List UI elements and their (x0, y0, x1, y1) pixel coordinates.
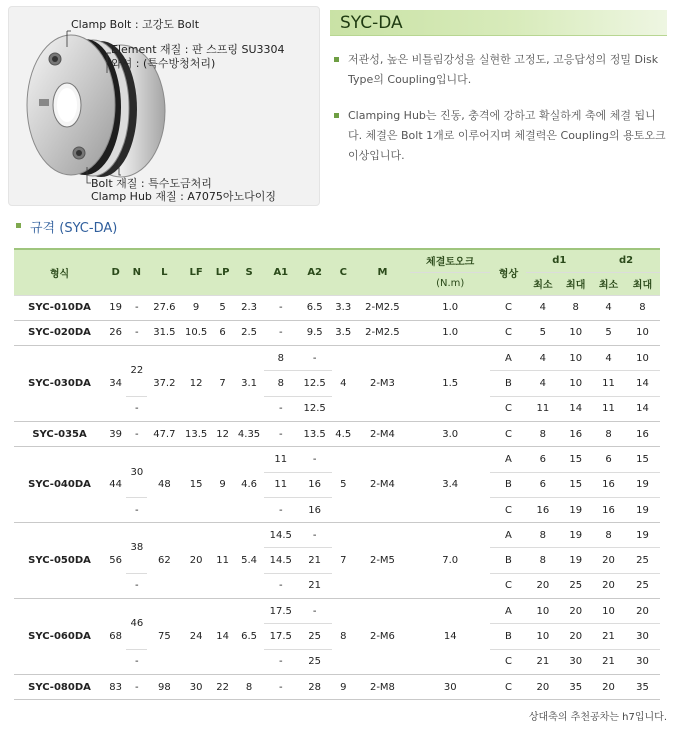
d-cell: 56 (105, 523, 126, 599)
shape-cell: C (490, 421, 526, 446)
n-cell: - (126, 573, 147, 598)
d1-min-cell: 5 (526, 320, 559, 345)
d2-min-cell: 4 (592, 346, 625, 371)
header-model: 형식 (14, 249, 105, 295)
header-d1-min: 최소 (526, 272, 559, 295)
d2-max-cell: 19 (625, 497, 660, 522)
a2-cell: 25 (298, 649, 332, 674)
model-cell: SYC-035A (14, 421, 105, 446)
m-cell: 2-M2.5 (355, 295, 410, 320)
d1-min-cell: 6 (526, 447, 559, 472)
d2-min-cell: 16 (592, 497, 625, 522)
d2-min-cell: 20 (592, 548, 625, 573)
d2-max-cell: 25 (625, 573, 660, 598)
d2-max-cell: 8 (625, 295, 660, 320)
d1-max-cell: 14 (559, 396, 592, 421)
header-a1: A1 (264, 249, 298, 295)
header-shape: 형상 (490, 249, 526, 295)
n-cell: 30 (126, 447, 147, 498)
description-text: 저관성, 높은 비틀림강성을 실현한 고정도, 고응답성의 정밀 Disk Type의 Coupling입니다. (348, 53, 659, 86)
a2-cell: 13.5 (298, 421, 332, 446)
l-cell: 31.5 (147, 320, 181, 345)
bullet-icon (16, 223, 21, 228)
n-cell: - (126, 497, 147, 522)
d1-max-cell: 8 (559, 295, 592, 320)
spec-table-body (14, 295, 660, 700)
torque-cell: 3.4 (410, 447, 490, 523)
a1-cell: - (264, 497, 298, 522)
d1-min-cell: 8 (526, 421, 559, 446)
m-cell: 2-M4 (355, 421, 410, 446)
shape-cell: A (490, 447, 526, 472)
s-cell: 3.1 (234, 346, 264, 422)
l-cell: 48 (147, 447, 181, 523)
a1-cell: 11 (264, 447, 298, 472)
table-row (14, 523, 660, 548)
a2-cell: 12.5 (298, 396, 332, 421)
s-cell: 4.6 (234, 447, 264, 523)
lp-cell: 7 (211, 346, 234, 422)
a2-cell: 12.5 (298, 371, 332, 396)
table-row (14, 295, 660, 320)
a1-cell: 14.5 (264, 523, 298, 548)
l-cell: 62 (147, 523, 181, 599)
n-cell: - (126, 649, 147, 674)
header-n: N (126, 249, 147, 295)
d2-max-cell: 30 (625, 649, 660, 674)
model-cell: SYC-040DA (14, 447, 105, 523)
shape-cell: A (490, 599, 526, 624)
shape-cell: B (490, 624, 526, 649)
d1-min-cell: 16 (526, 497, 559, 522)
shape-cell: B (490, 472, 526, 497)
d1-min-cell: 11 (526, 396, 559, 421)
a2-cell: 16 (298, 497, 332, 522)
d1-min-cell: 4 (526, 346, 559, 371)
d2-max-cell: 14 (625, 396, 660, 421)
header-d2-min: 최소 (592, 272, 625, 295)
a2-cell: - (298, 447, 332, 472)
s-cell: 6.5 (234, 599, 264, 675)
a2-cell: - (298, 523, 332, 548)
n-cell: - (126, 421, 147, 446)
d2-min-cell: 10 (592, 599, 625, 624)
section-title: 규격 (SYC-DA) (30, 221, 118, 236)
lf-cell: 9 (181, 295, 211, 320)
s-cell: 8 (234, 674, 264, 699)
shape-cell: C (490, 674, 526, 699)
d-cell: 68 (105, 599, 126, 675)
d1-max-cell: 19 (559, 497, 592, 522)
table-row (14, 346, 660, 371)
d1-min-cell: 8 (526, 548, 559, 573)
table-row (14, 320, 660, 345)
header-d2: d2 (592, 249, 660, 272)
m-cell: 2-M8 (355, 674, 410, 699)
header-d1: d1 (526, 249, 592, 272)
lf-cell: 20 (181, 523, 211, 599)
description-item-2 (334, 106, 669, 166)
shape-cell: C (490, 320, 526, 345)
torque-cell: 30 (410, 674, 490, 699)
callout-clamp-bolt: Clamp Bolt : 고강도 Bolt (71, 18, 200, 31)
d1-max-cell: 35 (559, 674, 592, 699)
m-cell: 2-M4 (355, 447, 410, 523)
d1-max-cell: 20 (559, 624, 592, 649)
c-cell: 5 (332, 447, 355, 523)
d2-min-cell: 8 (592, 523, 625, 548)
header-c: C (332, 249, 355, 295)
d2-min-cell: 20 (592, 573, 625, 598)
d2-min-cell: 20 (592, 674, 625, 699)
header-m: M (355, 249, 410, 295)
tolerance-note: 상대축의 추천공차는 h7입니다. (528, 712, 667, 723)
d2-max-cell: 35 (625, 674, 660, 699)
c-cell: 3.5 (332, 320, 355, 345)
s-cell: 4.35 (234, 421, 264, 446)
c-cell: 4.5 (332, 421, 355, 446)
a2-cell: 21 (298, 573, 332, 598)
torque-cell: 1.5 (410, 346, 490, 422)
d2-min-cell: 8 (592, 421, 625, 446)
a1-cell: - (264, 573, 298, 598)
d1-max-cell: 25 (559, 573, 592, 598)
a2-cell: 21 (298, 548, 332, 573)
bullet-icon (334, 113, 339, 118)
d2-max-cell: 15 (625, 447, 660, 472)
a1-cell: - (264, 649, 298, 674)
n-cell: - (126, 295, 147, 320)
model-cell: SYC-050DA (14, 523, 105, 599)
d2-max-cell: 10 (625, 320, 660, 345)
torque-cell: 1.0 (410, 320, 490, 345)
s-cell: 2.3 (234, 295, 264, 320)
d1-min-cell: 20 (526, 573, 559, 598)
d-cell: 26 (105, 320, 126, 345)
d2-max-cell: 19 (625, 472, 660, 497)
d-cell: 34 (105, 346, 126, 422)
d2-min-cell: 21 (592, 649, 625, 674)
d2-max-cell: 25 (625, 548, 660, 573)
l-cell: 37.2 (147, 346, 181, 422)
d1-min-cell: 4 (526, 295, 559, 320)
c-cell: 4 (332, 346, 355, 422)
a1-cell: 8 (264, 346, 298, 371)
a2-cell: - (298, 599, 332, 624)
lf-cell: 30 (181, 674, 211, 699)
callout-hub-material: Clamp Hub 재질 : A7075아노다이징 (91, 190, 276, 203)
header-d1-max: 최대 (559, 272, 592, 295)
n-cell: 22 (126, 346, 147, 397)
lp-cell: 22 (211, 674, 234, 699)
header-torque-unit: (N.m) (410, 272, 490, 295)
d2-max-cell: 30 (625, 624, 660, 649)
d-cell: 19 (105, 295, 126, 320)
a2-cell: 25 (298, 624, 332, 649)
d2-min-cell: 6 (592, 447, 625, 472)
header-torque: 체결토오크 (410, 249, 490, 272)
a1-cell: - (264, 320, 298, 345)
c-cell: 9 (332, 674, 355, 699)
shape-cell: B (490, 548, 526, 573)
d1-max-cell: 19 (559, 523, 592, 548)
header-lp: LP (211, 249, 234, 295)
lp-cell: 9 (211, 447, 234, 523)
shape-cell: C (490, 396, 526, 421)
d2-max-cell: 20 (625, 599, 660, 624)
callout-bolt-material: Bolt 재질 : 특수도금처리 (91, 177, 212, 190)
description-text: Clamping Hub는 진동, 충격에 강하고 확실하게 축에 체결 됩니다. 체결은 Bolt 1개로 이루어지며 체결력은 Coupling의 용토오크 이상입니다. (348, 109, 666, 162)
torque-cell: 3.0 (410, 421, 490, 446)
n-cell: - (126, 396, 147, 421)
d1-min-cell: 10 (526, 624, 559, 649)
d2-max-cell: 16 (625, 421, 660, 446)
s-cell: 5.4 (234, 523, 264, 599)
d1-min-cell: 20 (526, 674, 559, 699)
d2-min-cell: 4 (592, 295, 625, 320)
product-title-bar (330, 10, 667, 36)
header-a2: A2 (298, 249, 332, 295)
callout-element-material: Element 재질 : 판 스프링 SU3304 (111, 43, 285, 56)
model-cell: SYC-020DA (14, 320, 105, 345)
d-cell: 83 (105, 674, 126, 699)
a1-cell: 11 (264, 472, 298, 497)
shape-cell: C (490, 295, 526, 320)
a1-cell: 8 (264, 371, 298, 396)
d1-min-cell: 21 (526, 649, 559, 674)
d1-min-cell: 6 (526, 472, 559, 497)
lp-cell: 14 (211, 599, 234, 675)
lf-cell: 15 (181, 447, 211, 523)
model-cell: SYC-030DA (14, 346, 105, 422)
torque-cell: 1.0 (410, 295, 490, 320)
d1-min-cell: 8 (526, 523, 559, 548)
header-d: D (105, 249, 126, 295)
d1-max-cell: 15 (559, 447, 592, 472)
a2-cell: 6.5 (298, 295, 332, 320)
d2-min-cell: 5 (592, 320, 625, 345)
lp-cell: 11 (211, 523, 234, 599)
product-title: SYC-DA (340, 13, 403, 33)
lf-cell: 12 (181, 346, 211, 422)
d1-max-cell: 20 (559, 599, 592, 624)
m-cell: 2-M5 (355, 523, 410, 599)
d1-max-cell: 30 (559, 649, 592, 674)
a1-cell: - (264, 295, 298, 320)
m-cell: 2-M3 (355, 346, 410, 422)
c-cell: 8 (332, 599, 355, 675)
torque-cell: 7.0 (410, 523, 490, 599)
section-heading (30, 217, 117, 236)
a1-cell: - (264, 674, 298, 699)
table-row (14, 674, 660, 699)
a1-cell: 17.5 (264, 624, 298, 649)
model-cell: SYC-080DA (14, 674, 105, 699)
shape-cell: C (490, 573, 526, 598)
shape-cell: A (490, 346, 526, 371)
d1-max-cell: 15 (559, 472, 592, 497)
lf-cell: 24 (181, 599, 211, 675)
lf-cell: 10.5 (181, 320, 211, 345)
d1-max-cell: 10 (559, 346, 592, 371)
header-d2-max: 최대 (625, 272, 660, 295)
table-row (14, 421, 660, 446)
header-s: S (234, 249, 264, 295)
model-cell: SYC-060DA (14, 599, 105, 675)
table-row (14, 599, 660, 624)
l-cell: 98 (147, 674, 181, 699)
shape-cell: A (490, 523, 526, 548)
a1-cell: 17.5 (264, 599, 298, 624)
d2-min-cell: 16 (592, 472, 625, 497)
m-cell: 2-M6 (355, 599, 410, 675)
product-image-panel (8, 6, 320, 206)
m-cell: 2-M2.5 (355, 320, 410, 345)
n-cell: 46 (126, 599, 147, 650)
d1-min-cell: 4 (526, 371, 559, 396)
n-cell: - (126, 674, 147, 699)
a2-cell: 9.5 (298, 320, 332, 345)
d2-max-cell: 19 (625, 523, 660, 548)
d1-min-cell: 10 (526, 599, 559, 624)
n-cell: 38 (126, 523, 147, 574)
l-cell: 47.7 (147, 421, 181, 446)
l-cell: 27.6 (147, 295, 181, 320)
d2-max-cell: 14 (625, 371, 660, 396)
d-cell: 44 (105, 447, 126, 523)
l-cell: 75 (147, 599, 181, 675)
c-cell: 3.3 (332, 295, 355, 320)
d2-min-cell: 11 (592, 396, 625, 421)
shape-cell: B (490, 371, 526, 396)
callout-washer: 와셔 : (특수방청처리) (111, 57, 216, 70)
header-l: L (147, 249, 181, 295)
a2-cell: 16 (298, 472, 332, 497)
lp-cell: 5 (211, 295, 234, 320)
d2-min-cell: 21 (592, 624, 625, 649)
lf-cell: 13.5 (181, 421, 211, 446)
a2-cell: - (298, 346, 332, 371)
a2-cell: 28 (298, 674, 332, 699)
n-cell: - (126, 320, 147, 345)
description-item-1 (334, 50, 669, 90)
bullet-icon (334, 57, 339, 62)
d-cell: 39 (105, 421, 126, 446)
shape-cell: C (490, 497, 526, 522)
shape-cell: C (490, 649, 526, 674)
d1-max-cell: 10 (559, 320, 592, 345)
table-row (14, 447, 660, 472)
d2-max-cell: 10 (625, 346, 660, 371)
model-cell: SYC-010DA (14, 295, 105, 320)
c-cell: 7 (332, 523, 355, 599)
a1-cell: - (264, 396, 298, 421)
header-lf: LF (181, 249, 211, 295)
lp-cell: 12 (211, 421, 234, 446)
torque-cell: 14 (410, 599, 490, 675)
d2-min-cell: 11 (592, 371, 625, 396)
a1-cell: 14.5 (264, 548, 298, 573)
s-cell: 2.5 (234, 320, 264, 345)
spec-table (14, 248, 660, 700)
d1-max-cell: 10 (559, 371, 592, 396)
a1-cell: - (264, 421, 298, 446)
d1-max-cell: 19 (559, 548, 592, 573)
d1-max-cell: 16 (559, 421, 592, 446)
lp-cell: 6 (211, 320, 234, 345)
